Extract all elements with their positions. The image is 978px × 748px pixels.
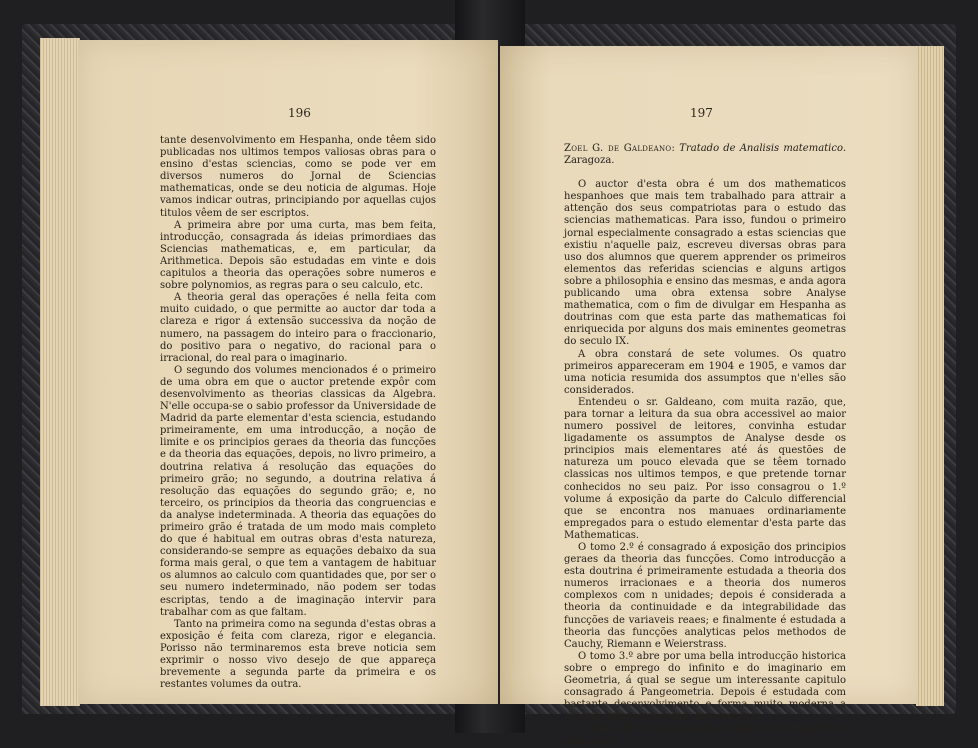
heading-author: Zoel G. de Galdeano:	[564, 143, 676, 154]
paragraph: A theoria geral das operações é nella feita com muito cuidado, o que permitte ao auctor dar toda a clareza e rigor á extensão successiva da noção de numero, na passagem do inteiro para o fraccionario, do positivo para o negativo, do racional para o irracional, do real para o imaginario.	[160, 292, 436, 364]
page-edges-right	[916, 46, 944, 706]
right-page	[500, 46, 918, 747]
paragraph: O segundo dos volumes mencionados é o primeiro de uma obra em que o auctor pretende expôr com desenvolvimento as theorias classicas da Algebra. N'elle occupa-se o sabio professor da Universidade de Madrid da parte elementar d'esta sciencia, estudando primeiramente, em uma introducção, a noção de limite e os principios geraes da theoria das funcções e da theoria das equações, depois, no livro primeiro, a doutrina relativa á resolução das equações do primeiro grão; no segundo, a doutrina relativa á resolução das equações do segundo grão; e, no terceiro, os principios da theoria das congruencias e da analyse indeterminada. A theoria das equações do primeiro grão é tratada de um modo mais completo do que é habitual em outras obras d'esta natureza, considerando-se sempre as equações debaixo da sua forma mais geral, o que tem a vantagem de habituar os alumnos ao calculo com quantidades que, por ser o seu numero indeterminado, não podem ser todas escriptas, tendo a de imaginação intervir para trabalhar com as que faltam.	[160, 364, 436, 618]
paragraph: O auctor d'esta obra é um dos mathematicos hespanhoes que mais tem trabalhado para attrair a attenção dos seus compatriotas para o estudo das sciencias mathematicas. Para isso, fundou o primeiro jornal especialmente consagrado a estas sciencias que existiu n'aquelle paiz, escreveu diversas obras para uso dos alumnos que querem apprender os primeiros elementos das referidas sciencias e alguns artigos sobre a philosophia e ensino das mesmas, e anda agora publicando uma obra extensa sobre Analyse mathematica, com o fim de divulgar em Hespanha as doutrinas com que esta parte das mathematicas foi enriquecida por alguns dos mais eminentes geometras do seculo IX.	[564, 179, 846, 348]
paragraph: tante desenvolvimento em Hespanha, onde têem sido publicadas nos ultimos tempos valiosas obras para o ensino d'estas sciencias, como se pode ver em diversos numeros do Jornal de Sciencias mathematicas, onde se deu noticia de algumas. Hoje vamos indicar outras, principiando por aquellas cujos titulos vêem de ser escriptos.	[160, 135, 436, 219]
heading-place: Zaragoza.	[564, 155, 615, 167]
heading-title: Tratado de Analisis matematico.	[679, 143, 846, 154]
section-heading	[564, 143, 846, 167]
paragraph: Entendeu o sr. Galdeano, com muita razão, que, para tornar a leitura da sua obra accessivel ao maior numero possivel de leitores, convinha estudar ligadamente os assumptos de Analyse desde os principios mais elementares até ás questões de natureza um pouco elevada que se têem tornado classicas nos ultimos tempos, e que pretende tornar conhecidos no seu paiz. Por isso consagrou o 1.º volume á exposição da parte do Calculo differencial que se encontra nos manuaes ordinariamente empregados para o estudo elementar d'esta parte das Mathematicas.	[564, 396, 846, 541]
paragraph: O tomo 4.º é consagrado ao Calculo integral e ás suas appli-	[564, 723, 846, 747]
paragraph: A primeira abre por uma curta, mas bem feita, introducção, consagrada ás ideias primordiaes das Sciencias mathematicas, e, em particular, da Arithmetica. Depois são estudadas em vinte e dois capitulos a theoria das operações sobre numeros e sobre polynomios, as regras para o seu calculo, etc.	[160, 219, 436, 292]
page-number: 197	[690, 106, 713, 120]
page-number: 196	[288, 106, 311, 120]
right-page-text	[564, 143, 846, 748]
paragraph: A obra constará de sete volumes. Os quatro primeiros appareceram em 1904 e 1905, e vamos dar uma noticia resumida dos assumptos que n'elles são considerados.	[564, 348, 846, 396]
paragraph: O tomo 3.º abre por uma bella introducção historica sobre o emprego do infinito e do imaginario em Geometria, á qual se segue um interessante capitulo consagrado á Pangeometria. Depois é estudada com bastante desenvolvimento e forma muito moderna a theoria infinitesimal das curvas planas.	[564, 650, 846, 723]
left-page	[78, 40, 498, 704]
paragraph: O tomo 2.º é consagrado á exposição dos principios geraes da theoria das funcções. Como introducção a esta doutrina é primeiramente estudada a theoria dos numeros irracionaes e a theoria dos numeros complexos com n unidades; depois é considerada a theoria da continuidade e da integrabilidade das funcções de variaveis reaes; e finalmente é estudada a theoria das funcções analyticas pelos methodos de Cauchy, Riemann e Weierstrass.	[564, 542, 846, 650]
paragraph: Tanto na primeira como na segunda d'estas obras a exposição é feita com clareza, rigor e elegancia. Porisso não terminaremos esta breve noticia sem exprimir o nosso vivo desejo de que appareça brevemente a segunda parte da primeira e os restantes volumes da outra.	[160, 618, 436, 691]
left-page-text	[160, 135, 436, 691]
page-edges-left	[40, 38, 80, 706]
